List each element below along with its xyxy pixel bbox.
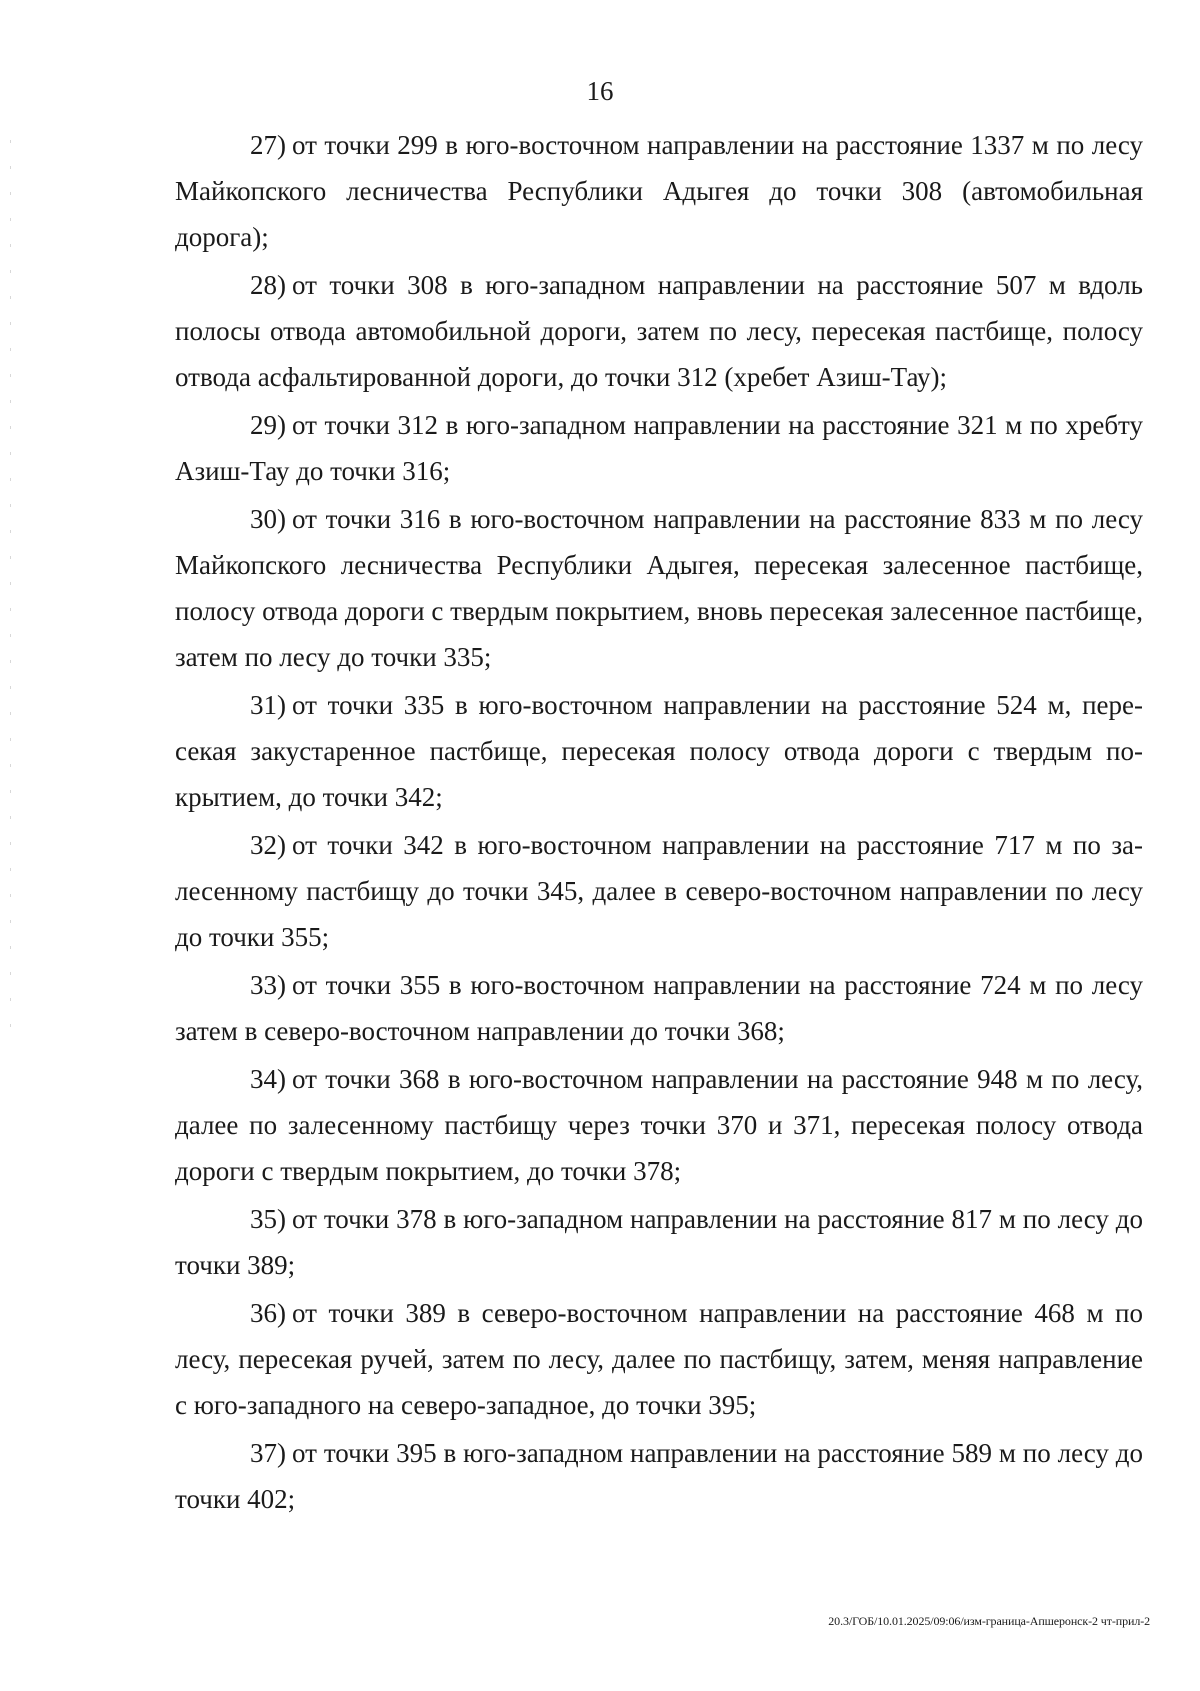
item-number: 27) [250, 130, 286, 160]
item-number: 34) [250, 1064, 286, 1094]
item-text: от точки 342 в юго-восточном направлении на расстояние 717 м по залесенному пастбищу до точки 345, далее в северо-восточном направлении по лесу до точки 355; [175, 830, 1143, 952]
paragraph-31 [175, 682, 1143, 820]
item-number: 30) [250, 504, 286, 534]
paragraph-29 [175, 402, 1143, 494]
paragraph-34 [175, 1056, 1143, 1194]
item-number: 31) [250, 690, 286, 720]
item-text: от точки 378 в юго-западном направлении на расстояние 817 м по лесу до точки 389; [175, 1204, 1143, 1280]
paragraph-35 [175, 1196, 1143, 1288]
item-number: 33) [250, 970, 286, 1000]
item-text: от точки 299 в юго-восточном направлении на расстояние 1337 м по лесу Майкопского лесничества Республики Адыгея до точки 308 (автомобильная дорога); [175, 130, 1143, 252]
paragraph-27 [175, 122, 1143, 260]
paragraph-37 [175, 1430, 1143, 1522]
item-text: от точки 389 в северо-восточном направлении на расстояние 468 м по лесу, пересекая ручей, затем по лесу, далее по пастбищу, затем, меняя направление с юго-западного на северо-западное, до точки 395; [175, 1298, 1143, 1420]
item-text: от точки 312 в юго-западном направлении на расстояние 321 м по хребту Азиш-Тау до точки 316; [175, 410, 1143, 486]
item-text: от точки 335 в юго-восточном направлении на расстояние 524 м, пересекая закустаренное пастбище, пересекая полосу отвода дороги с твердым покрытием, до точки 342; [175, 690, 1143, 812]
item-text: от точки 368 в юго-восточном направлении на расстояние 948 м по лесу, далее по залесенному пастбищу через точки 370 и 371, пересекая полосу отвода дороги с твердым покрытием, до точки 378; [175, 1064, 1143, 1186]
item-number: 35) [250, 1204, 286, 1234]
item-text: от точки 316 в юго-восточном направлении на расстояние 833 м по лесу Майкопского лесничества Республики Адыгея, пересекая залесенное пастбище, полосу отвода дороги с твердым покрытием, вновь пересекая залесенное пастбище, затем по лесу до точки 335; [175, 504, 1143, 672]
paragraph-32 [175, 822, 1143, 960]
paragraph-33 [175, 962, 1143, 1054]
item-text: от точки 308 в юго-западном направлении на расстояние 507 м вдоль полосы отвода автомобильной дороги, затем по лесу, пересекая пастбище, полосу отвода асфальтированной дороги, до точки 312 (хребет Азиш-Тау); [175, 270, 1143, 392]
item-text: от точки 355 в юго-восточном направлении на расстояние 724 м по лесу затем в северо-восточном направлении до точки 368; [175, 970, 1143, 1046]
document-footer-code: 20.3/ГОБ/10.01.2025/09:06/изм-граница-Апшеронск-2 чт-прил-2 [828, 1614, 1150, 1628]
paragraph-30 [175, 496, 1143, 680]
paragraph-28 [175, 262, 1143, 400]
item-number: 32) [250, 830, 286, 860]
document-body [175, 122, 1143, 1524]
scan-edge-artifact [10, 140, 11, 1040]
item-text: от точки 395 в юго-западном направлении на расстояние 589 м по лесу до точки 402; [175, 1438, 1143, 1514]
item-number: 28) [250, 270, 286, 300]
item-number: 37) [250, 1438, 286, 1468]
page-number: 16 [586, 76, 614, 106]
paragraph-36 [175, 1290, 1143, 1428]
item-number: 29) [250, 410, 286, 440]
item-number: 36) [250, 1298, 286, 1328]
